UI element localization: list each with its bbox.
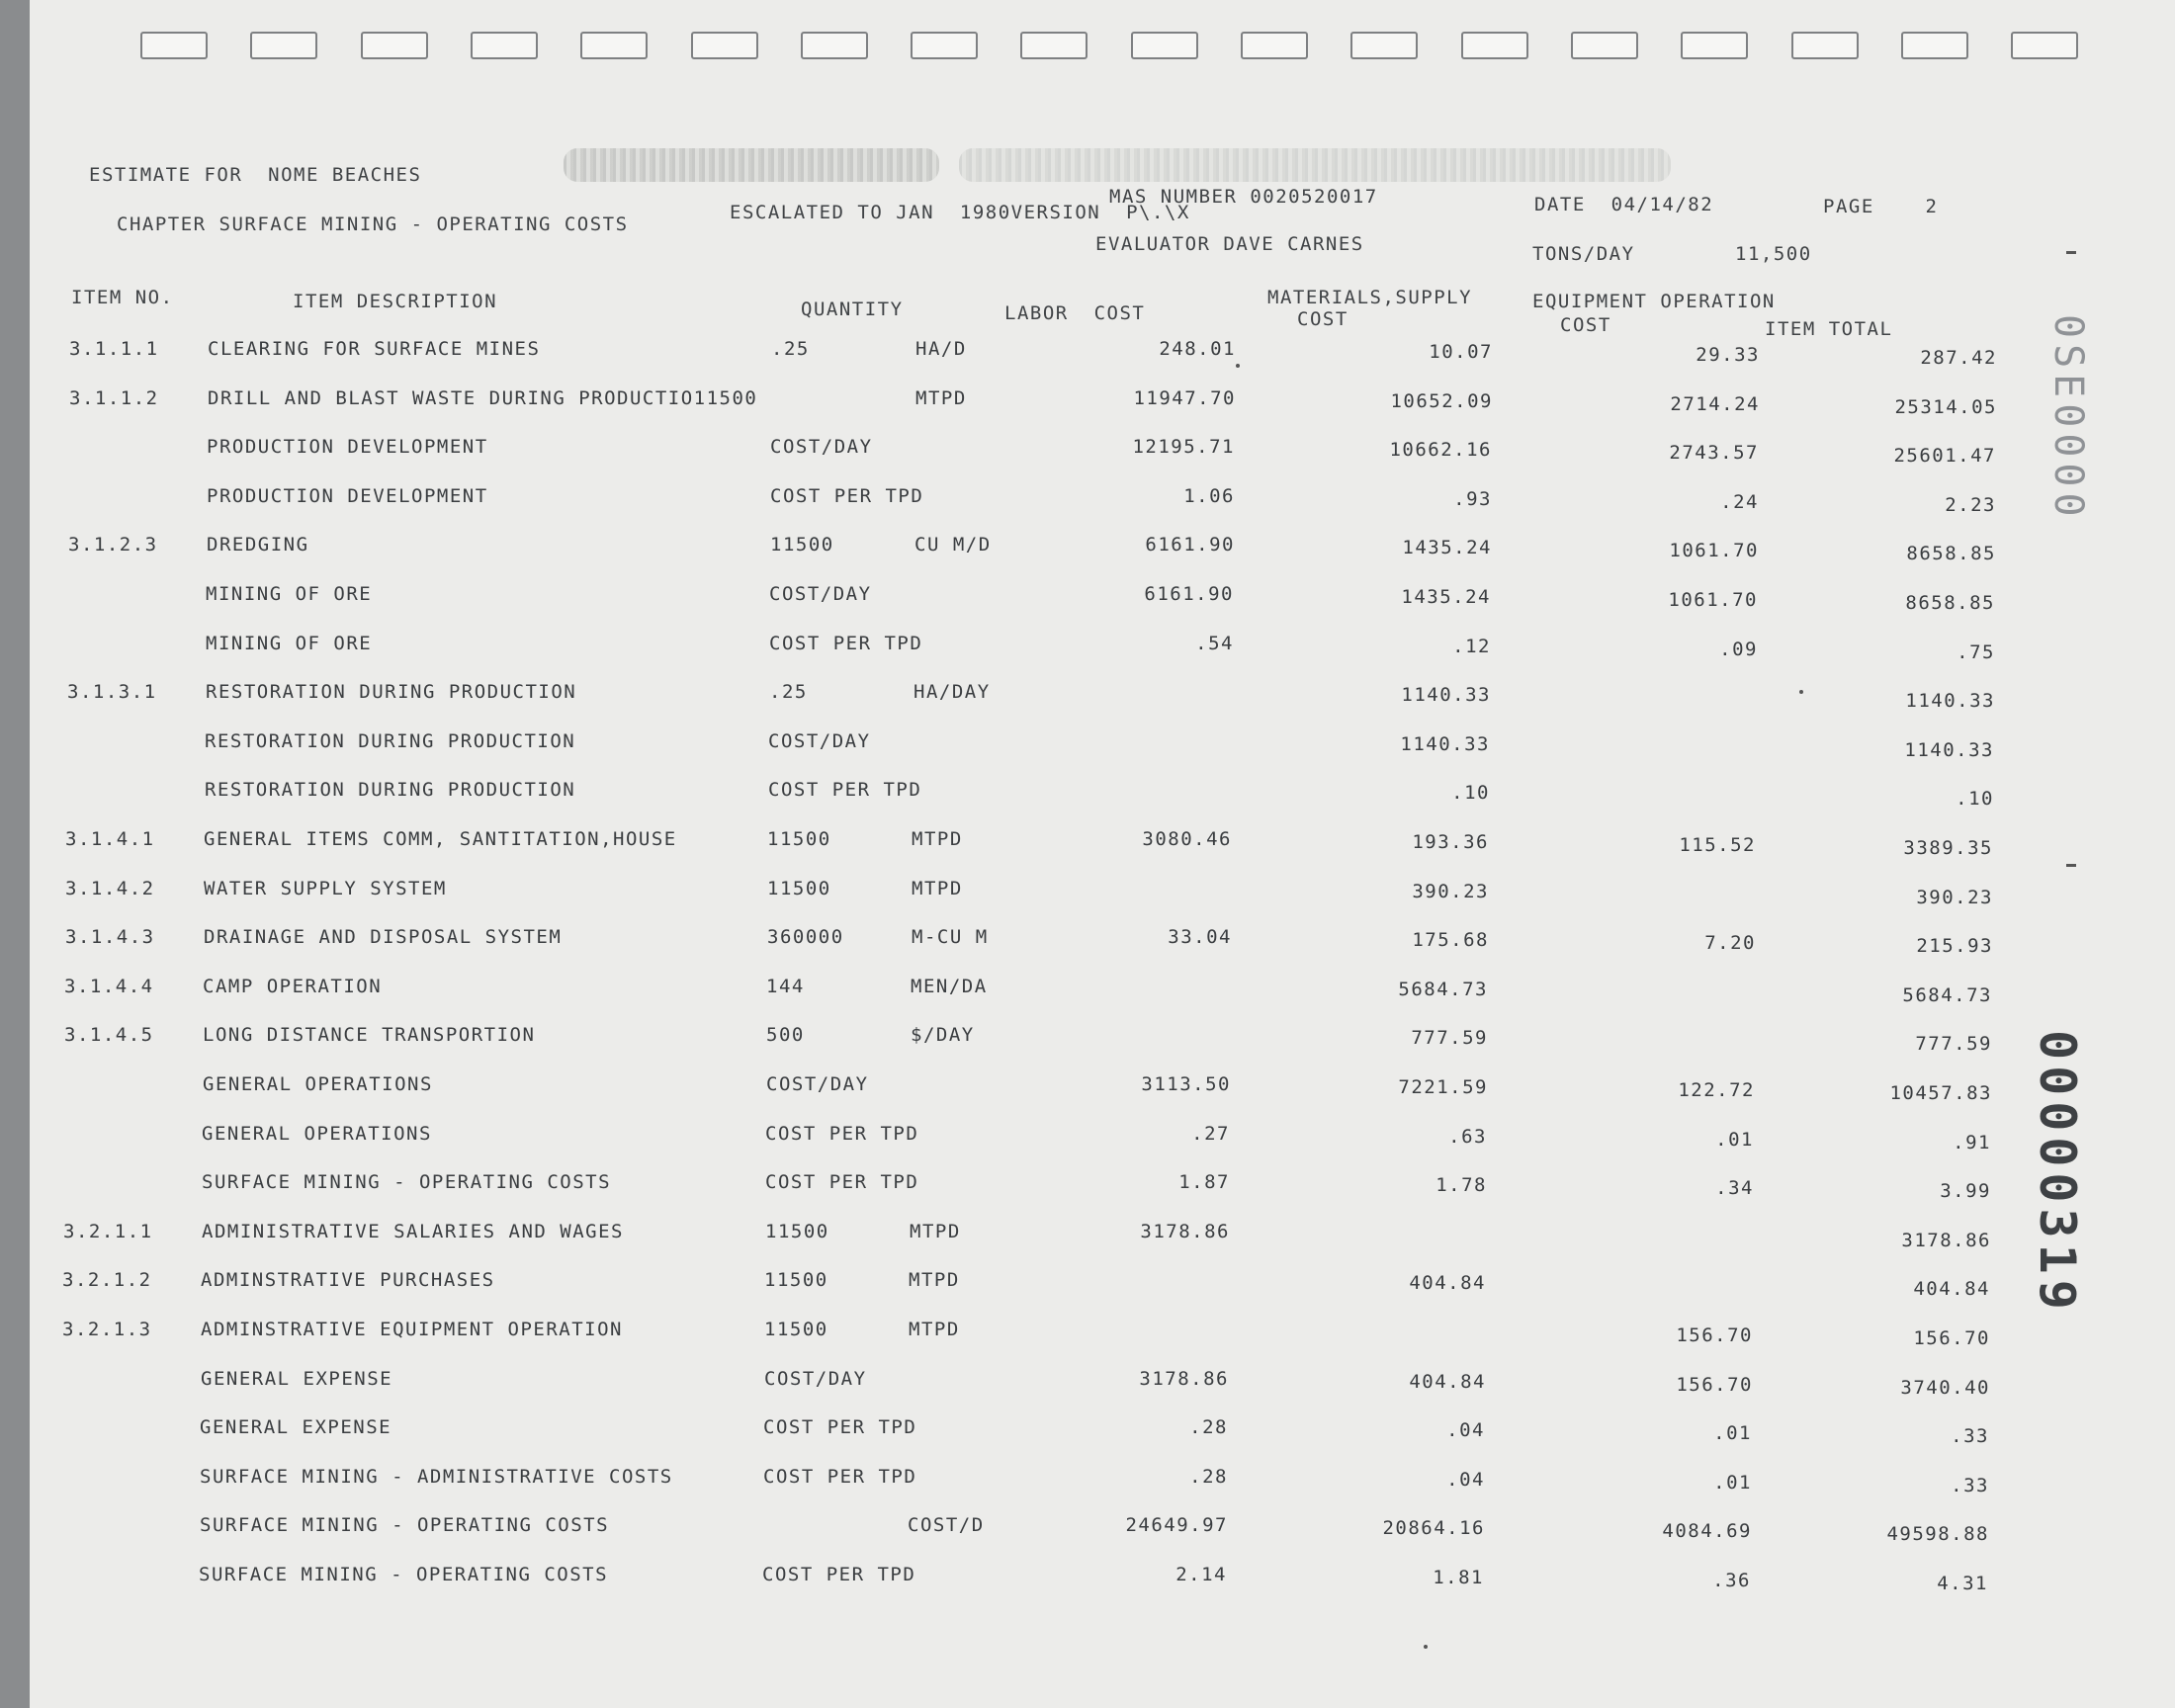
side-stamp-page-id: 00000319	[2029, 1030, 2086, 1316]
feed-hole	[580, 32, 648, 59]
item-total: 390.23	[1916, 886, 1993, 908]
item-total: .33	[1951, 1425, 1989, 1448]
item-number: 3.1.4.1	[65, 828, 155, 850]
col-equipment-cost: COST	[1560, 314, 1611, 336]
feed-hole	[471, 32, 538, 59]
quantity: COST/DAY	[769, 583, 872, 605]
print-smudge	[564, 148, 939, 182]
materials-cost: .10	[1451, 782, 1490, 805]
item-description: SURFACE MINING - OPERATING COSTS	[200, 1514, 610, 1537]
quantity: 500	[766, 1024, 805, 1047]
item-total: 10457.83	[1889, 1082, 1992, 1104]
labor-cost: 12195.71	[1132, 436, 1235, 459]
materials-cost: 404.84	[1409, 1370, 1486, 1393]
item-number: 3.1.4.5	[64, 1024, 154, 1047]
item-description: PRODUCTION DEVELOPMENT	[207, 436, 488, 459]
item-description: DRAINAGE AND DISPOSAL SYSTEM	[204, 926, 563, 949]
materials-cost: 1140.33	[1401, 684, 1491, 707]
labor-cost: 3080.46	[1142, 828, 1232, 850]
unit: MTPD	[915, 386, 967, 409]
materials-cost: 193.36	[1412, 831, 1489, 853]
item-number: 3.1.3.1	[67, 681, 157, 704]
labor-cost: .54	[1195, 632, 1234, 654]
estimate-title: ESTIMATE FOR NOME BEACHES	[89, 164, 422, 186]
item-total: 25601.47	[1893, 445, 1996, 468]
materials-cost: 1.78	[1436, 1174, 1487, 1197]
col-item-description: ITEM DESCRIPTION	[293, 291, 498, 312]
materials-cost: .12	[1452, 635, 1491, 657]
labor-cost: 6161.90	[1144, 583, 1234, 605]
item-total: 777.59	[1915, 1033, 1992, 1056]
side-stamp-faint: 0SE0000	[2045, 314, 2091, 523]
quantity: COST PER TPD	[769, 632, 923, 654]
equipment-cost: .34	[1715, 1177, 1754, 1200]
item-description: WATER SUPPLY SYSTEM	[204, 877, 447, 899]
equipment-cost: 156.70	[1676, 1373, 1753, 1396]
item-total: 404.84	[1913, 1278, 1990, 1301]
materials-cost: 5684.73	[1398, 978, 1488, 1000]
materials-cost: 390.23	[1412, 880, 1489, 902]
item-number: 3.1.4.4	[64, 975, 154, 997]
labor-cost: 24649.97	[1125, 1514, 1228, 1537]
escalation-version: ESCALATED TO JAN 1980VERSION P\.\X	[730, 202, 1190, 223]
labor-cost: 248.01	[1159, 338, 1236, 360]
feed-hole	[2011, 32, 2078, 59]
equipment-cost: .01	[1713, 1471, 1752, 1494]
col-labor-cost: LABOR COST	[1004, 302, 1146, 324]
equipment-cost: .36	[1712, 1570, 1751, 1591]
equipment-cost: 7.20	[1704, 932, 1756, 955]
unit: HA/DAY	[914, 681, 991, 704]
unit: MTPD	[910, 1220, 961, 1242]
quantity: .25	[769, 681, 808, 704]
page-number: PAGE 2	[1823, 196, 1939, 217]
quantity: 360000	[767, 926, 844, 949]
equipment-cost: .24	[1720, 490, 1759, 513]
item-total: 3389.35	[1903, 837, 1993, 859]
item-total: 1140.33	[1905, 690, 1995, 713]
paper-speck	[1424, 1645, 1428, 1649]
unit: M-CU M	[912, 926, 989, 949]
quantity: COST/DAY	[768, 729, 871, 752]
quantity: COST PER TPD	[768, 779, 922, 802]
item-description: MINING OF ORE	[206, 632, 373, 654]
quantity: COST/DAY	[766, 1073, 869, 1095]
item-total: 3178.86	[1901, 1229, 1991, 1251]
edge-mark	[2066, 251, 2076, 254]
col-item-no: ITEM NO.	[71, 287, 174, 308]
item-total: 3740.40	[1900, 1376, 1990, 1399]
feed-hole	[691, 32, 758, 59]
quantity: 144	[766, 975, 805, 997]
feed-hole	[1901, 32, 1968, 59]
quantity: COST PER TPD	[765, 1122, 919, 1145]
feed-hole	[801, 32, 868, 59]
item-number: 3.2.1.3	[62, 1319, 152, 1340]
unit: MTPD	[909, 1269, 960, 1292]
equipment-cost: .09	[1719, 638, 1758, 660]
materials-cost: .63	[1448, 1125, 1487, 1148]
quantity: 11500	[767, 877, 831, 899]
feed-hole	[1681, 32, 1748, 59]
item-description: ADMINSTRATIVE EQUIPMENT OPERATION	[201, 1319, 623, 1340]
labor-cost: 1.06	[1183, 484, 1235, 507]
item-number: 3.1.1.1	[69, 338, 159, 360]
feed-hole	[1350, 32, 1418, 59]
item-description: SURFACE MINING - ADMINISTRATIVE COSTS	[200, 1465, 673, 1488]
item-total: .91	[1953, 1131, 1991, 1153]
unit: $/DAY	[911, 1024, 975, 1047]
paper-speck	[1799, 690, 1803, 694]
materials-cost: .04	[1446, 1468, 1485, 1491]
feed-hole	[1461, 32, 1528, 59]
labor-cost: 6161.90	[1145, 534, 1235, 556]
materials-cost: .04	[1446, 1419, 1485, 1442]
equipment-cost: 4084.69	[1662, 1520, 1752, 1543]
materials-cost: 10662.16	[1389, 439, 1492, 462]
item-description: LONG DISTANCE TRANSPORTION	[203, 1024, 536, 1047]
item-number: 3.1.4.3	[65, 926, 155, 949]
quantity: COST/DAY	[764, 1367, 867, 1390]
item-total: 49598.88	[1886, 1523, 1989, 1546]
unit: MTPD	[912, 828, 963, 850]
feed-hole	[1241, 32, 1308, 59]
item-total: .33	[1951, 1474, 1989, 1496]
labor-cost: .28	[1189, 1416, 1228, 1439]
item-total: 4.31	[1937, 1573, 1988, 1594]
quantity: 11500	[765, 1220, 829, 1242]
quantity: COST PER TPD	[763, 1465, 917, 1488]
labor-cost: .28	[1189, 1465, 1228, 1488]
item-description: DREDGING	[207, 534, 309, 556]
item-description: RESTORATION DURING PRODUCTION	[205, 779, 576, 802]
unit: MEN/DA	[911, 975, 988, 997]
item-total: 5684.73	[1902, 983, 1992, 1006]
materials-cost: 7221.59	[1398, 1076, 1488, 1098]
item-description: GENERAL OPERATIONS	[202, 1122, 432, 1145]
print-date: DATE 04/14/82	[1534, 194, 1714, 215]
item-total: 156.70	[1913, 1327, 1990, 1349]
item-description: GENERAL EXPENSE	[200, 1416, 392, 1439]
materials-cost: 404.84	[1409, 1272, 1486, 1295]
unit: HA/D	[915, 338, 967, 360]
item-total: 1140.33	[1904, 738, 1994, 761]
item-description: ADMINISTRATIVE SALARIES AND WAGES	[202, 1220, 624, 1242]
item-total: 25314.05	[1894, 395, 1997, 418]
materials-cost: 1.81	[1433, 1567, 1484, 1588]
col-item-total: ITEM TOTAL	[1765, 318, 1893, 340]
item-total: 215.93	[1916, 935, 1993, 958]
equipment-cost: 2714.24	[1670, 392, 1760, 415]
paper-speck	[1236, 364, 1240, 368]
feed-hole	[250, 32, 317, 59]
feed-hole	[1791, 32, 1859, 59]
equipment-cost: .01	[1713, 1422, 1752, 1445]
item-total: 8658.85	[1905, 592, 1995, 614]
feed-hole	[140, 32, 208, 59]
item-number: 3.1.4.2	[65, 877, 155, 899]
col-materials: MATERIALS,SUPPLY	[1267, 287, 1473, 308]
materials-cost: 10.07	[1429, 341, 1493, 363]
unit: CU M/D	[914, 534, 992, 556]
quantity: COST/DAY	[770, 436, 873, 459]
print-smudge	[959, 148, 1671, 182]
item-total: 3.99	[1940, 1180, 1991, 1203]
equipment-cost: 115.52	[1679, 834, 1756, 856]
materials-cost: 1435.24	[1402, 537, 1492, 559]
equipment-cost: 29.33	[1696, 344, 1760, 366]
materials-cost: 777.59	[1411, 1027, 1488, 1050]
quantity: 11500	[764, 1319, 828, 1340]
item-total: 8658.85	[1906, 543, 1996, 565]
item-description: DRILL AND BLAST WASTE DURING PRODUCTIO11500	[208, 386, 758, 409]
item-total: .75	[1957, 640, 1995, 663]
materials-cost: 175.68	[1412, 929, 1489, 952]
tractor-feed-holes	[140, 32, 2108, 61]
quantity: 11500	[767, 828, 831, 850]
item-number: 3.2.1.2	[62, 1269, 152, 1292]
item-description: MINING OF ORE	[206, 583, 373, 605]
col-quantity: QUANTITY	[801, 299, 904, 320]
item-total: .10	[1956, 788, 1994, 811]
printout-page	[30, 0, 2175, 1708]
materials-cost: 10652.09	[1390, 389, 1493, 412]
feed-hole	[1131, 32, 1198, 59]
labor-cost: 33.04	[1168, 926, 1232, 949]
feed-hole	[911, 32, 978, 59]
item-description: ADMINSTRATIVE PURCHASES	[201, 1269, 495, 1292]
labor-cost: 11947.70	[1133, 386, 1236, 409]
col-materials-cost: COST	[1297, 308, 1348, 330]
unit: MTPD	[912, 877, 963, 899]
equipment-cost: 156.70	[1676, 1324, 1753, 1346]
feed-hole	[361, 32, 428, 59]
labor-cost: 2.14	[1175, 1564, 1227, 1585]
materials-cost: 20864.16	[1382, 1517, 1485, 1540]
feed-hole	[1571, 32, 1638, 59]
feed-hole	[1020, 32, 1088, 59]
quantity: 11500	[764, 1269, 828, 1292]
quantity: 11500	[770, 534, 834, 556]
item-description: GENERAL EXPENSE	[201, 1367, 393, 1390]
item-number: 3.1.2.3	[68, 534, 158, 556]
quantity: COST PER TPD	[762, 1564, 916, 1585]
item-description: RESTORATION DURING PRODUCTION	[206, 681, 577, 704]
item-description: PRODUCTION DEVELOPMENT	[207, 484, 488, 507]
mas-number: MAS NUMBER 0020520017	[1109, 186, 1378, 208]
tons-per-day-label: TONS/DAY	[1532, 243, 1635, 265]
unit: COST/D	[908, 1514, 985, 1537]
item-description: CAMP OPERATION	[203, 975, 383, 997]
quantity: COST PER TPD	[765, 1171, 919, 1194]
equipment-cost: 2743.57	[1669, 442, 1759, 465]
materials-cost: .93	[1453, 487, 1492, 510]
item-description: GENERAL OPERATIONS	[203, 1073, 433, 1095]
quantity: .25	[771, 338, 810, 360]
item-description: GENERAL ITEMS COMM, SANTITATION,HOUSE	[204, 828, 677, 850]
col-equipment: EQUIPMENT OPERATION	[1532, 291, 1776, 312]
item-description: RESTORATION DURING PRODUCTION	[205, 729, 576, 752]
equipment-cost: 1061.70	[1669, 540, 1759, 562]
item-description: SURFACE MINING - OPERATING COSTS	[202, 1171, 612, 1194]
item-total: 2.23	[1945, 493, 1996, 516]
tons-per-day-value: 11,500	[1735, 243, 1812, 265]
item-number: 3.2.1.1	[63, 1220, 153, 1242]
quantity: COST PER TPD	[763, 1416, 917, 1439]
materials-cost: 1140.33	[1400, 732, 1490, 755]
labor-cost: 3178.86	[1140, 1220, 1230, 1242]
labor-cost: .27	[1191, 1122, 1230, 1145]
equipment-cost: .01	[1715, 1128, 1754, 1151]
labor-cost: 3178.86	[1139, 1367, 1229, 1390]
item-number: 3.1.1.2	[69, 386, 159, 409]
labor-cost: 1.87	[1178, 1171, 1230, 1194]
quantity: COST PER TPD	[770, 484, 924, 507]
materials-cost: 1435.24	[1401, 586, 1491, 608]
item-description: SURFACE MINING - OPERATING COSTS	[199, 1564, 609, 1585]
item-description: CLEARING FOR SURFACE MINES	[208, 338, 541, 360]
equipment-cost: 1061.70	[1668, 589, 1758, 611]
edge-mark	[2066, 864, 2076, 867]
unit: MTPD	[909, 1319, 960, 1340]
item-total: 287.42	[1920, 347, 1997, 369]
equipment-cost: 122.72	[1678, 1079, 1755, 1101]
labor-cost: 3113.50	[1141, 1073, 1231, 1095]
evaluator: EVALUATOR DAVE CARNES	[1095, 233, 1364, 255]
chapter-title: CHAPTER SURFACE MINING - OPERATING COSTS	[117, 214, 629, 235]
